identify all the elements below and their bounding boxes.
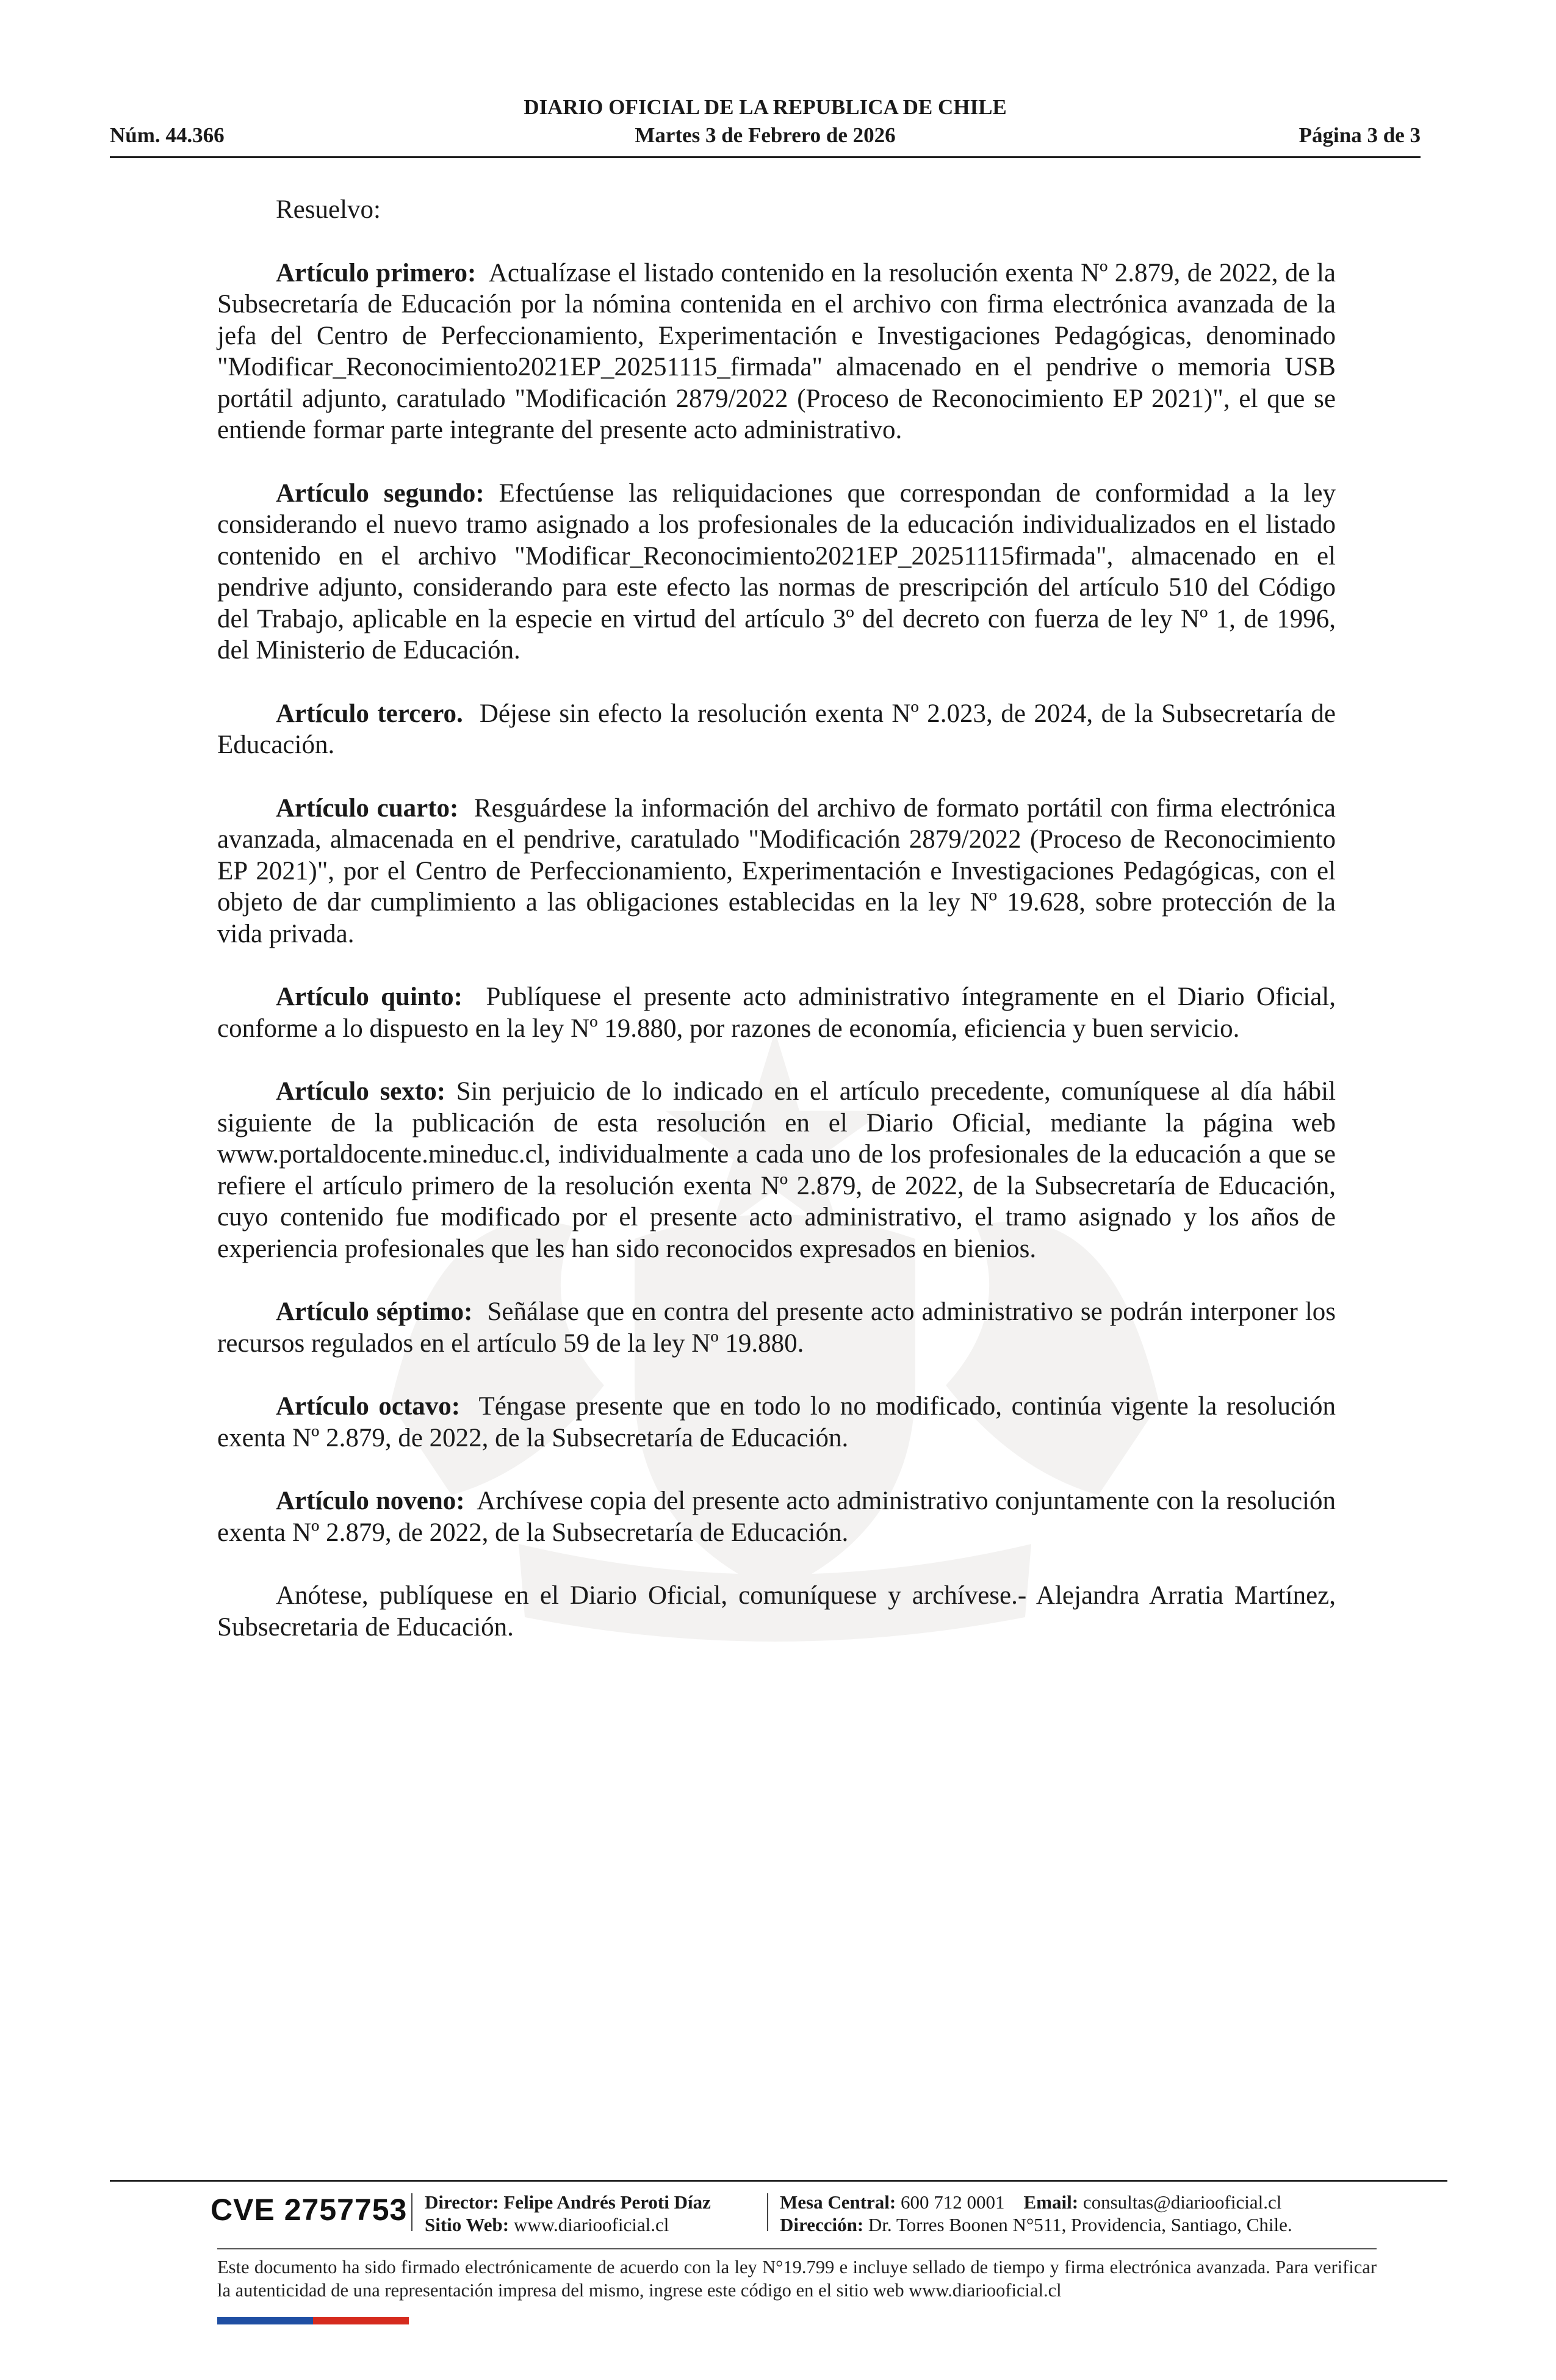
article-text: Sin perjuicio de lo indicado en el artículo precedente, comuníquese al día hábil siguiente de la publicación de esta resolución en el Diario Oficial, mediante la página web www.portaldocente.mineduc.cl, individualmente a cada uno de los profesionales de la educación a que se refiere el artículo primero de la resolución exenta Nº 2.879, de 2022, de la Subsecretaría de Educación, cuyo contenido fue modificado por el presente acto administrativo, el tramo asignado y los años de experiencia profesionales que les han sido reconocidos expresados en bienios.: [217, 1077, 1336, 1263]
article-title: Artículo cuarto:: [276, 793, 459, 823]
article-title: Artículo séptimo:: [276, 1297, 473, 1326]
page-number: Página 3 de 3: [1298, 123, 1421, 147]
article-title: Artículo octavo:: [276, 1392, 461, 1421]
site-link[interactable]: www.diariooficial.cl: [513, 2214, 669, 2235]
director-label: Director:: [425, 2191, 499, 2213]
footer-separator: [767, 2193, 768, 2231]
article-paragraph: [217, 1391, 1336, 1454]
article-text: Señálase que en contra del presente acto administrativo se podrán interponer los recursos regulados en el artículo 59 de la ley Nº 19.880.: [217, 1297, 1336, 1358]
article-text: Téngase presente que en todo lo no modificado, continúa vigente la resolución exenta Nº 2.879, de 2022, de la Subsecretaría de Educación.: [217, 1392, 1336, 1452]
footer-director-block: [425, 2191, 711, 2236]
article-text: Resguárdese la información del archivo de formato portátil con firma electrónica avanzada, almacenada en el pendrive, caratulado "Modificación 2879/2022 (Proceso de Reconocimiento EP 2021)", por el Centro de Perfeccionamiento, Experimentación e Investigaciones Pedagógicas, con el objeto de dar cumplimiento a las obligaciones establecidas en la ley Nº 19.628, sobre protección de la vida privada.: [217, 793, 1336, 948]
article-paragraph: [217, 793, 1336, 950]
director-name: Felipe Andrés Peroti Díaz: [503, 2191, 711, 2213]
article-paragraph: [217, 258, 1336, 446]
email-label: Email:: [1023, 2191, 1079, 2213]
article-text: Actualízase el listado contenido en la resolución exenta Nº 2.879, de 2022, de la Subsecretaría de Educación por la nómina contenida en el archivo con firma electrónica avanzada de la jefa del Centro de Perfeccionamiento, Experimentación e Investigaciones Pedagógicas, denominado "Modificar_Reconocimiento2021EP_20251115_firmada" almacenado en el pendrive o memoria USB portátil adjunto, caratulado "Modificación 2879/2022 (Proceso de Reconocimiento EP 2021)", el que se entiende formar parte integrante del presente acto administrativo.: [217, 258, 1336, 444]
article-paragraph: [217, 478, 1336, 666]
footer-divider: [217, 2248, 1377, 2249]
article-text: Archívese copia del presente acto administrativo conjuntamente con la resolución exenta Nº 2.879, de 2022, de la Subsecretaría de Educación.: [217, 1487, 1336, 1547]
resolvo-heading: Resuelvo:: [276, 195, 381, 224]
footer-contact-block: [780, 2191, 1292, 2236]
issue-date: Martes 3 de Febrero de 2026: [635, 123, 896, 147]
address-label: Dirección:: [780, 2214, 864, 2235]
article-title: Artículo quinto:: [276, 983, 463, 1011]
article-title: Artículo segundo:: [276, 478, 484, 508]
article-text: Publíquese el presente acto administrativo íntegramente en el Diario Oficial, conforme a lo dispuesto en la ley Nº 19.880, por razones de economía, eficiencia y buen servicio.: [217, 983, 1336, 1043]
article-title: Artículo tercero.: [276, 699, 463, 728]
flag-red-segment: [313, 2317, 409, 2324]
article-title: Artículo primero:: [276, 258, 477, 287]
mesa-phone: 600 712 0001: [901, 2191, 1005, 2213]
chile-flag-stripe: [217, 2317, 409, 2324]
article-paragraph: [217, 1296, 1336, 1359]
issue-number: Núm. 44.366: [110, 123, 225, 147]
flag-blue-segment: [217, 2317, 313, 2324]
article-text: Efectúense las reliquidaciones que correspondan de conformidad a la ley considerando el nuevo tramo asignado a los profesionales de la educación individualizados en el listado contenido en el archivo "Modificar_Reconocimiento2021EP_20251115firmada", almacenado en el pendrive adjunto, considerando para este efecto las normas de prescripción del artículo 510 del Código del Trabajo, aplicable en la especie en virtud del artículo 3º del decreto con fuerza de ley Nº 1, de 1996, del Ministerio de Educación.: [217, 478, 1336, 665]
article-paragraph: [217, 698, 1336, 761]
article-title: Artículo noveno:: [276, 1487, 465, 1515]
footer-separator: [411, 2193, 412, 2231]
article-paragraph: [217, 1076, 1336, 1264]
site-label: Sitio Web:: [425, 2214, 510, 2235]
document-body: [217, 194, 1336, 1675]
cve-code: CVE 2757753: [211, 2193, 408, 2227]
mesa-label: Mesa Central:: [780, 2191, 896, 2213]
article-paragraph: [217, 1485, 1336, 1548]
signature-note: Este documento ha sido firmado electrónicamente de acuerdo con la ley N°19.799 e incluye sellado de tiempo y firma electrónica avanzada. Para verificar la autenticidad de una representación impresa del mismo, ingrese este código en el sitio web www.diariooficial.cl: [217, 2257, 1377, 2301]
article-paragraph: [217, 981, 1336, 1044]
article-text: Déjese sin efecto la resolución exenta Nº 2.023, de 2024, de la Subsecretaría de Educación.: [217, 699, 1336, 759]
footer-divider: [110, 2180, 1447, 2182]
article-title: Artículo sexto:: [276, 1077, 446, 1106]
address-text: Dr. Torres Boonen N°511, Providencia, Santiago, Chile.: [868, 2214, 1292, 2235]
newspaper-title: DIARIO OFICIAL DE LA REPUBLICA DE CHILE: [524, 95, 1007, 119]
email-link[interactable]: consultas@diariooficial.cl: [1082, 2191, 1282, 2213]
page-header: [110, 95, 1421, 158]
closing-paragraph: Anótese, publíquese en el Diario Oficial, comuníquese y archívese.- Alejandra Arratia Martínez, Subsecretaria de Educación.: [217, 1581, 1336, 1642]
